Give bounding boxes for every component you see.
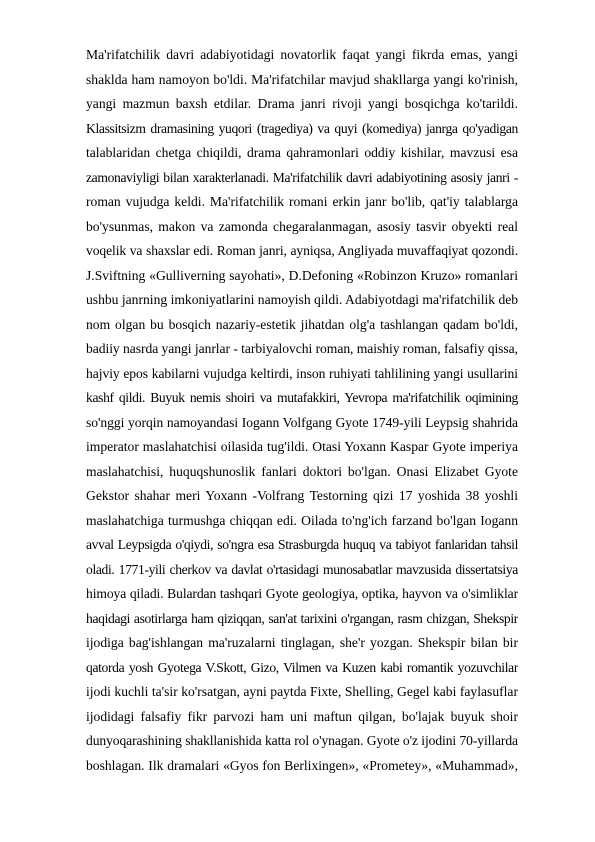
text-line: ijodiga bag'ishlangan ma'ruzalarni tinglagan, she'r yozgan. Shekspir bilan bir (86, 635, 518, 650)
text-line: nom olgan bu bosqich nazariy-estetik jihatdan olg'a tashlangan qadam bo'ldi, (86, 316, 518, 332)
text-line: ijodidagi falsafiy fikr parvozi ham uni maftun qilgan, bo'lajak buyuk shoir (86, 708, 518, 724)
text-line: Klassitsizm dramasining yuqori (tragediya) va quyi (komediya) janrga qo'yadigan (86, 120, 518, 136)
text-line: J.Sviftning «Gulliverning sayohati», D.Defoning «Robinzon Kruzo» romanlari (86, 267, 518, 283)
text-line: qatorda yosh Gyotega V.Skott, Gizo, Vilmen va Kuzen kabi romantik yozuvchilar (86, 659, 518, 675)
text-line: avval Leypsigda o'qiydi, so'ngra esa Strasburgda huquq va tabiyot fanlaridan tahsil (86, 537, 518, 552)
document-page (86, 43, 518, 778)
text-line: zamonaviyligi bilan xarakterlanadi. Ma'rifatchilik davri adabiyotining asosiy janri - (86, 169, 518, 185)
text-line: roman vujudga keldi. Ma'rifatchilik romani erkin janr bo'lib, qat'iy talablarga (86, 194, 518, 209)
text-line: boshlagan. Ilk dramalari «Gyos fon Berlixingen», «Prometey», «Muhammad», (86, 757, 518, 773)
text-line: talablaridan chetga chiqildi, drama qahramonlari oddiy kishilar, mavzusi esa (86, 145, 518, 160)
body-paragraph (86, 43, 518, 778)
text-line: haqidagi asotirlarga ham qiziqqan, san'at tarixini o'rgangan, rasm chizgan, Shekspir (86, 610, 518, 626)
text-line: voqelik va shaxslar edi. Roman janri, ayniqsa, Angliyada muvaffaqiyat qozondi. (86, 243, 518, 258)
text-line: bo'ysunmas, makon va zamonda chegaralanmagan, asosiy tasvir obyekti real (86, 218, 518, 234)
text-line: dunyoqarashining shakllanishida katta rol o'ynagan. Gyote o'z ijodini 70-yillarda (86, 733, 518, 748)
text-line: oladi. 1771-yili cherkov va davlat o'rtasidagi munosabatlar mavzusida dissertatsiya (86, 561, 518, 577)
text-line: imperator maslahatchisi oilasida tug'ildi. Otasi Yoxann Kaspar Gyote imperiya (86, 439, 518, 454)
text-line: hajviy epos kabilarni vujudga keltirdi, inson ruhiyati tahlilining yangi usullarini (86, 365, 518, 381)
text-line: maslahatchiga turmushga chiqqan edi. Oilada to'ng'ich farzand bo'lgan Iogann (86, 512, 518, 528)
text-line: ushbu janrning imkoniyatlarini namoyish qildi. Adabiyotdagi ma'rifatchilik deb (86, 292, 518, 307)
text-line: maslahatchisi, huquqshunoslik fanlari doktori bo'lgan. Onasi Elizabet Gyote (86, 463, 518, 479)
text-line: yangi mazmun baxsh etdilar. Drama janri rivoji yangi bosqichga ko'tarildi. (86, 96, 518, 111)
text-line: badiiy nasrda yangi janrlar - tarbiyalovchi roman, maishiy roman, falsafiy qissa, (86, 341, 518, 356)
text-line: so'nggi yorqin namoyandasi Iogann Volfgang Gyote 1749-yili Leypsig shahrida (86, 414, 518, 430)
text-line: Gekstor shahar meri Yoxann -Volfrang Testorning qizi 17 yoshida 38 yoshli (86, 488, 518, 503)
text-line: himoya qiladi. Bulardan tashqari Gyote geologiya, optika, hayvon va o'simliklar (86, 586, 518, 601)
text-line: kashf qildi. Buyuk nemis shoiri va mutafakkiri, Yevropa ma'rifatchilik oqimining (86, 390, 518, 405)
text-line: Ma'rifatchilik davri adabiyotidagi novatorlik faqat yangi fikrda emas, yangi (86, 47, 518, 62)
text-line: ijodi kuchli ta'sir ko'rsatgan, ayni paytda Fixte, Shelling, Gegel kabi faylasuflar (86, 684, 518, 699)
text-line: shaklda ham namoyon bo'ldi. Ma'rifatchilar mavjud shakllarga yangi ko'rinish, (86, 71, 518, 87)
